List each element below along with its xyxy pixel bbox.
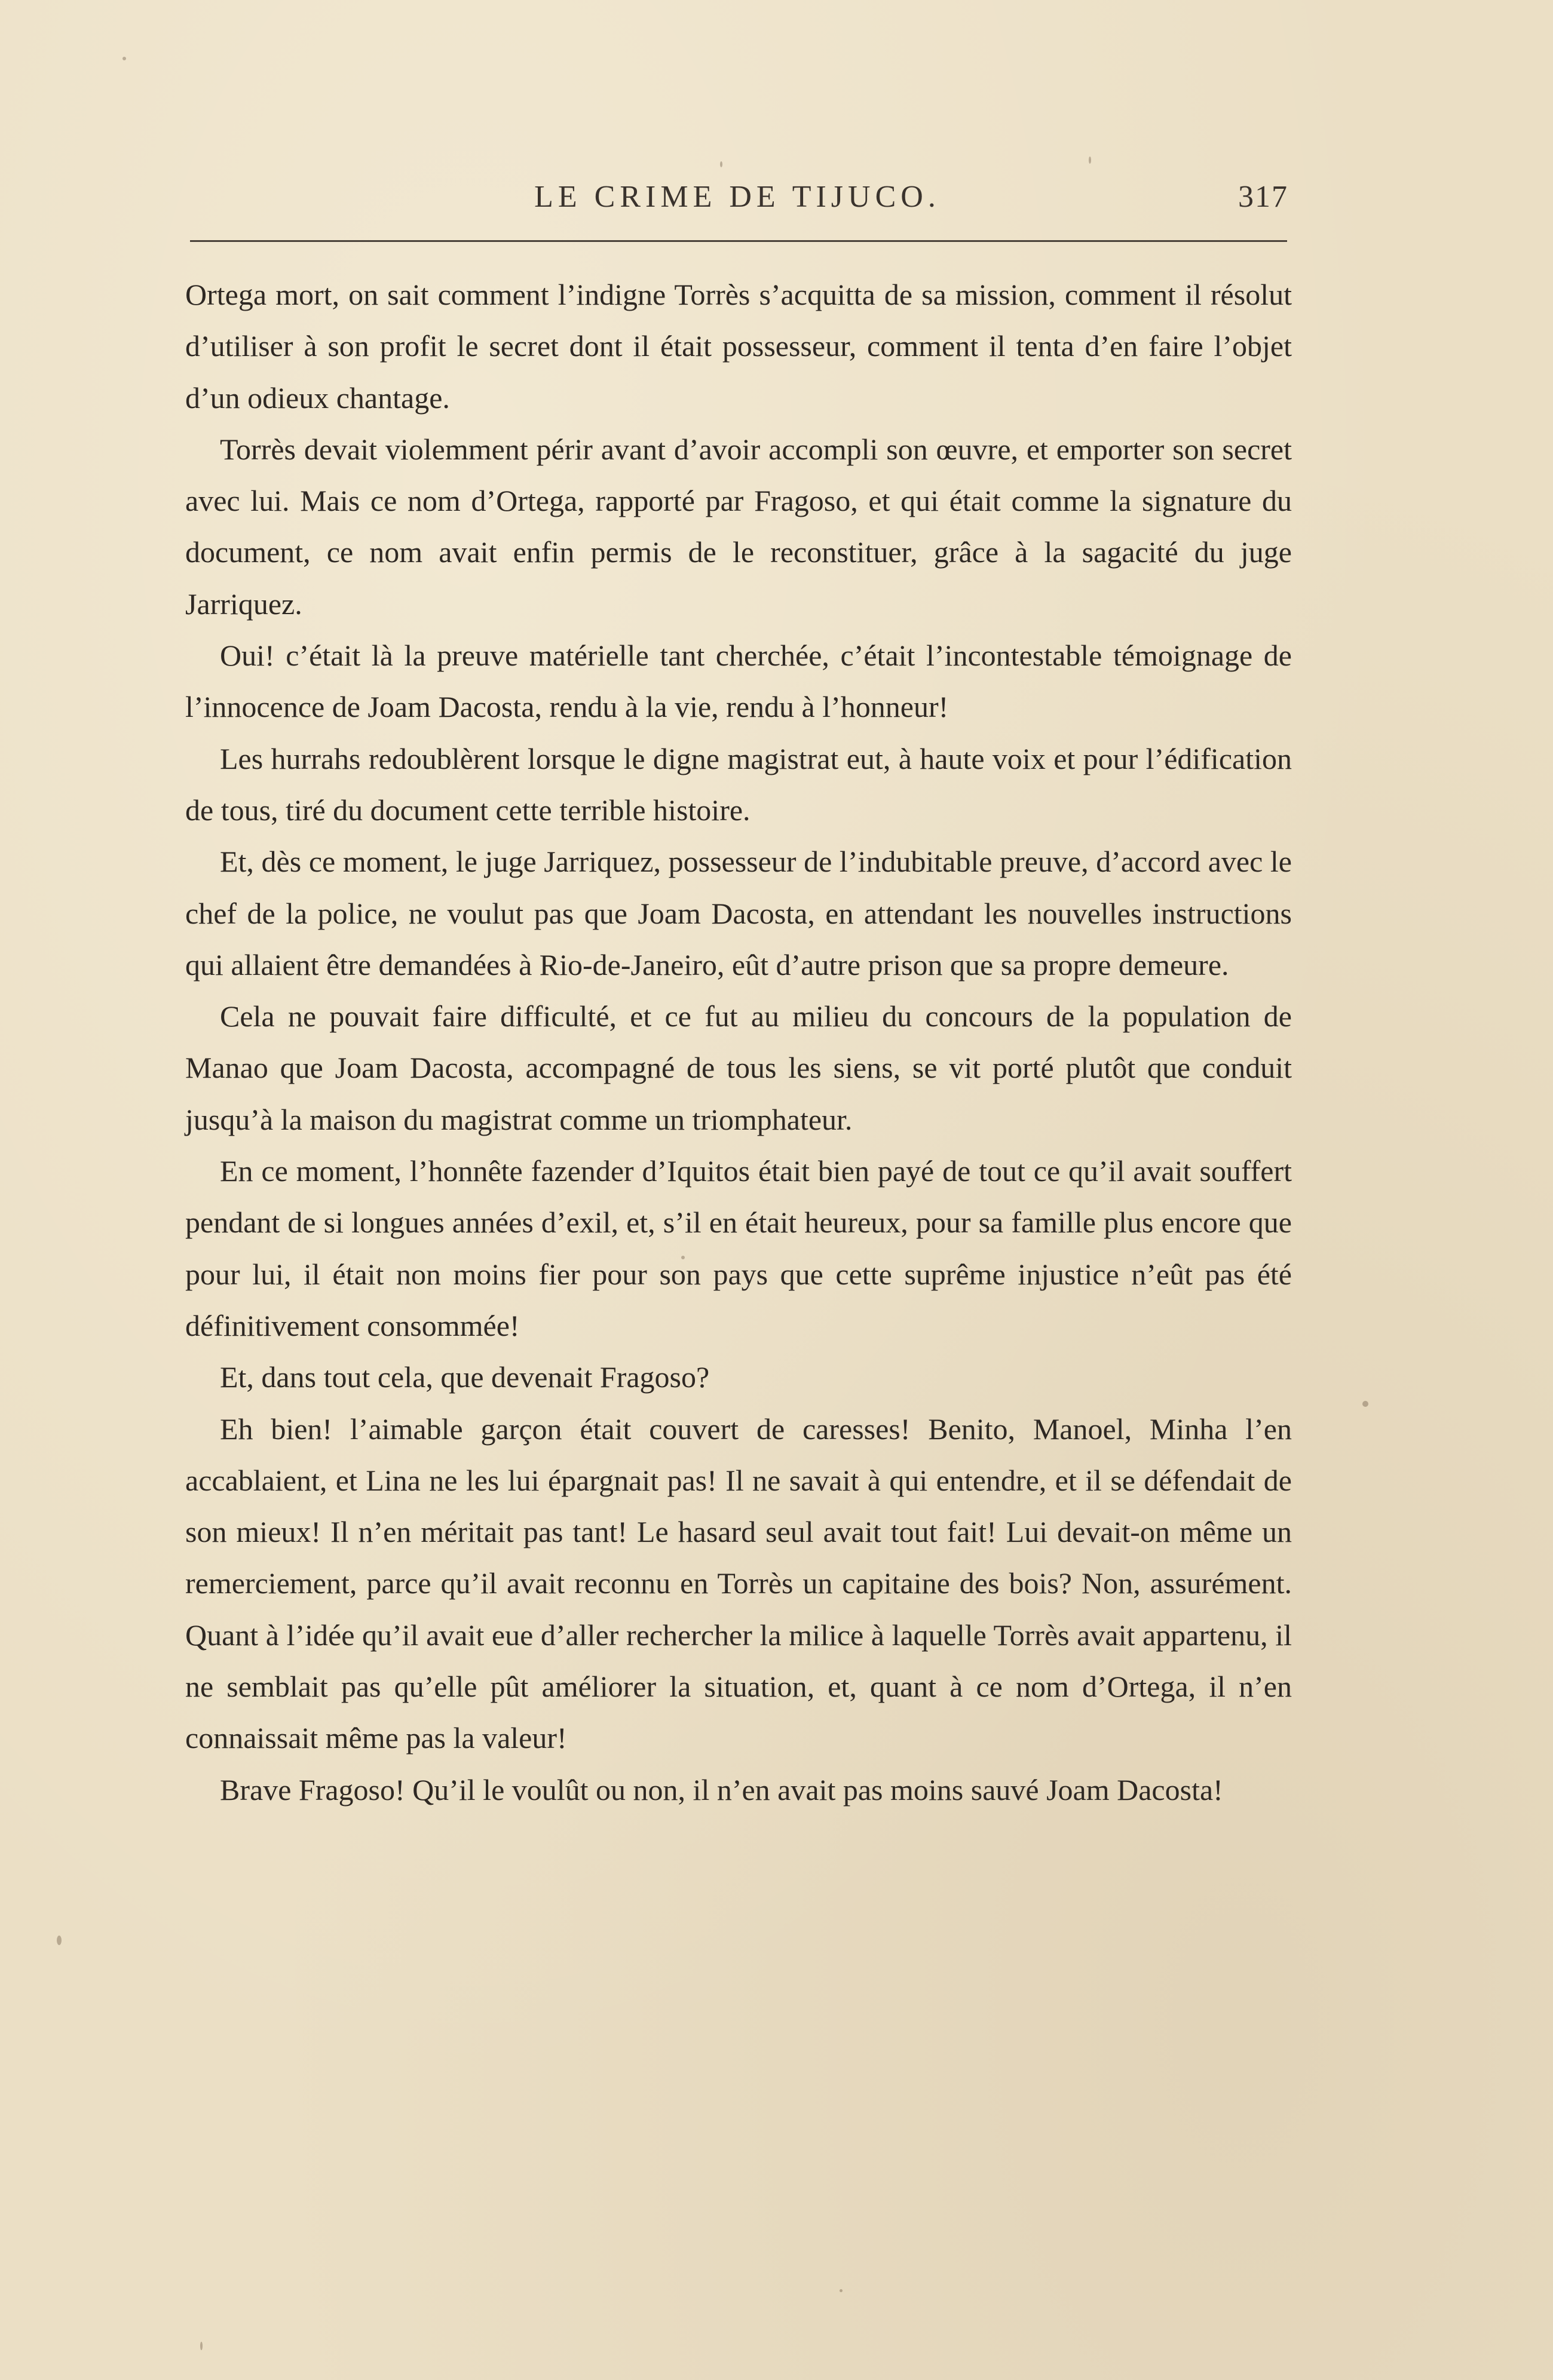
paper-speck bbox=[681, 1256, 685, 1259]
running-title: LE CRIME DE TIJUCO. bbox=[534, 180, 941, 214]
paragraph-5: Et, dès ce moment, le juge Jarriquez, possesseur de l’indubitable preuve, d’accord avec le chef de la police, ne voulut pas que Joam Dacosta, en attendant les nouvelles instructions qui allaient être demandées à Rio-de-Janeiro, eût d’autre prison que sa propre demeure. bbox=[185, 845, 1292, 982]
paragraph-3: Oui! c’était là la preuve matérielle tant cherchée, c’était l’incontestable témoignage de l’innocence de Joam Dacosta, rendu à la vie, rendu à l’honneur! bbox=[185, 639, 1292, 724]
body-text bbox=[185, 269, 1292, 1815]
paper-speck bbox=[57, 1936, 62, 1945]
paper-speck bbox=[840, 2289, 843, 2292]
running-header bbox=[186, 179, 1288, 227]
page-number: 317 bbox=[1238, 180, 1288, 214]
paper-speck bbox=[1362, 1401, 1368, 1407]
paragraph-6: Cela ne pouvait faire difficulté, et ce fut au milieu du concours de la population de Manao que Joam Dacosta, accompagné de tous les siens, se vit porté plutôt que conduit jusqu’à la maison du magistrat comme un triomphateur. bbox=[185, 999, 1292, 1136]
paragraph-10: Brave Fragoso! Qu’il le voulût ou non, il n’en avait pas moins sauvé Joam Dacosta! bbox=[220, 1772, 1223, 1807]
paper-speck bbox=[200, 2342, 203, 2350]
paragraph-4: Les hurrahs redoublèrent lorsque le digne magistrat eut, à haute voix et pour l’édification de tous, tiré du document cette terrible histoire. bbox=[185, 741, 1292, 827]
header-rule bbox=[190, 240, 1287, 242]
paragraph-9: Eh bien! l’aimable garçon était couvert de caresses! Benito, Manoel, Minha l’en accablaient, et Lina ne les lui épargnait pas! Il ne savait à qui entendre, et il se défendait de son mieux! Il n’en méritait pas tant! Le hasard seul avait tout fait! Lui devait-on même un remerciement, parce qu’il avait reconnu en Torrès un capitaine des bois? Non, assurément. Quant à l’idée qu’il avait eue d’aller rechercher la milice à laquelle Torrès avait appartenu, il ne semblait pas qu’elle pût améliorer la situation, et, quant à ce nom d’Ortega, il n’en connaissait même pas la valeur! bbox=[185, 1412, 1292, 1755]
paper-speck bbox=[122, 57, 126, 60]
paper-speck bbox=[1089, 157, 1091, 164]
paper-speck bbox=[720, 161, 722, 167]
paragraph-2: Torrès devait violemment périr avant d’avoir accompli son œuvre, et emporter son secret avec lui. Mais ce nom d’Ortega, rapporté par Fragoso, et qui était comme la signature du document, ce nom avait enfin permis de le reconstituer, grâce à la sagacité du juge Jarriquez. bbox=[185, 432, 1292, 621]
paragraph-7: En ce moment, l’honnête fazender d’Iquitos était bien payé de tout ce qu’il avait souffert pendant de si longues années d’exil, et, s’il en était heureux, pour sa famille plus encore que pour lui, il était non moins fier pour son pays que cette suprême injustice n’eût pas été définitivement consommée! bbox=[185, 1154, 1292, 1342]
paragraph-8: Et, dans tout cela, que devenait Fragoso? bbox=[220, 1360, 710, 1394]
paragraph-1: Ortega mort, on sait comment l’indigne Torrès s’acquitta de sa mission, comment il résolut d’utiliser à son profit le secret dont il était possesseur, comment il tenta d’en faire l’objet d’un odieux chantage. bbox=[185, 278, 1292, 415]
